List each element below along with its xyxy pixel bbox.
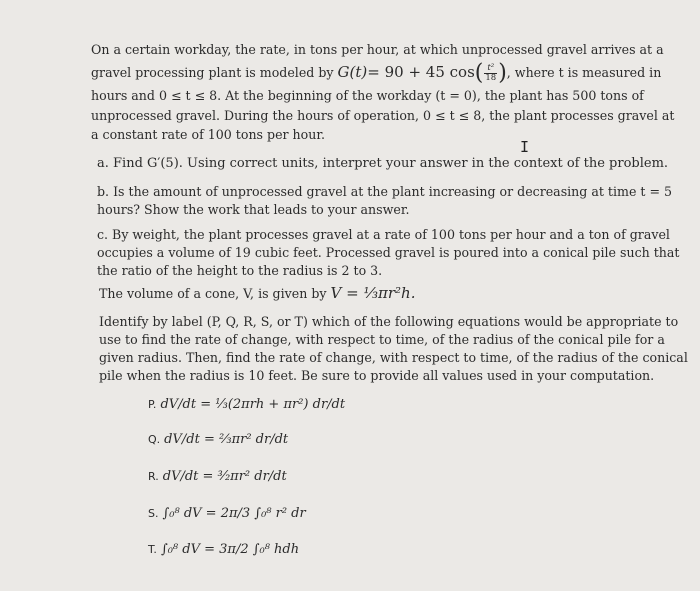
identify-line-1: Identify by label (P, Q, R, S, or T) which of the following equations would be appropriate to	[99, 314, 679, 329]
option-p: P. dV/dt = ⅓(2πrh + πr²) dr/dt	[148, 397, 346, 412]
identify-line-3: given radius. Then, find the rate of change, with respect to time, of the radius of the conical	[99, 350, 688, 365]
part-c-line-2: occupies a volume of 19 cubic feet. Processed gravel is poured into a conical pile such that	[97, 245, 680, 260]
g-function-fraction: $\frac{\text{t²}}{18}$	[485, 63, 497, 83]
part-b-line-1: b. Is the amount of unprocessed gravel at the plant increasing or decreasing at time t = 5	[97, 184, 673, 199]
intro-line-3: hours and 0 ≤ t ≤ 8. At the beginning of the workday (t = 0), the plant has 500 tons of	[91, 88, 644, 103]
part-a: a. Find G′(5). Using correct units, interpret your answer in the context of the problem.	[97, 156, 669, 171]
identify-line-2: use to find the rate of change, with respect to time, of the radius of the conical pile for a	[99, 332, 665, 347]
identify-line-4: pile when the radius is 10 feet. Be sure to provide all values used in your computation.	[99, 368, 655, 383]
volume-pre: The volume of a cone, V, is given by	[99, 286, 331, 301]
intro-line-1: On a certain workday, the rate, in tons per hour, at which unprocessed gravel arrives at a	[91, 42, 664, 57]
g-function-label: G(t)	[337, 63, 368, 81]
part-c-line-1: c. By weight, the plant processes gravel at a rate of 100 tons per hour and a ton of gravel	[97, 227, 670, 242]
volume-line	[99, 284, 415, 303]
part-b-line-2: hours? Show the work that leads to your answer.	[97, 202, 410, 217]
volume-formula: V = ⅓πr²h.	[330, 284, 416, 302]
intro-line-2-pre: gravel processing plant is modeled by	[91, 65, 338, 80]
intro-line-4: unprocessed gravel. During the hours of operation, 0 ≤ t ≤ 8, the plant processes gravel at	[91, 108, 675, 123]
intro-line-5: a constant rate of 100 tons per hour.	[91, 127, 325, 142]
text-cursor-icon: I	[520, 138, 530, 156]
option-s: S. ∫₀⁸ dV = 2π/3 ∫₀⁸ r² dr	[148, 506, 306, 521]
part-c-line-3: the ratio of the height to the radius is 2 to 3.	[97, 263, 383, 278]
option-t: T. ∫₀⁸ dV = 3π/2 ∫₀⁸ hdh	[148, 542, 300, 557]
g-function-expr: = 90 + 45 cos	[367, 63, 475, 81]
intro-line-2-post: , where t is measured in	[506, 65, 662, 80]
option-r: R. dV/dt = ³⁄₂πr² dr/dt	[148, 469, 287, 484]
intro-line-2: gravel processing plant is modeled by G(t)= 90 + 45 cos( $\frac{\text{t²}}{18}$ ), where t is measured in	[91, 60, 662, 86]
option-q: Q. dV/dt = ⅔πr² dr/dt	[148, 432, 289, 447]
